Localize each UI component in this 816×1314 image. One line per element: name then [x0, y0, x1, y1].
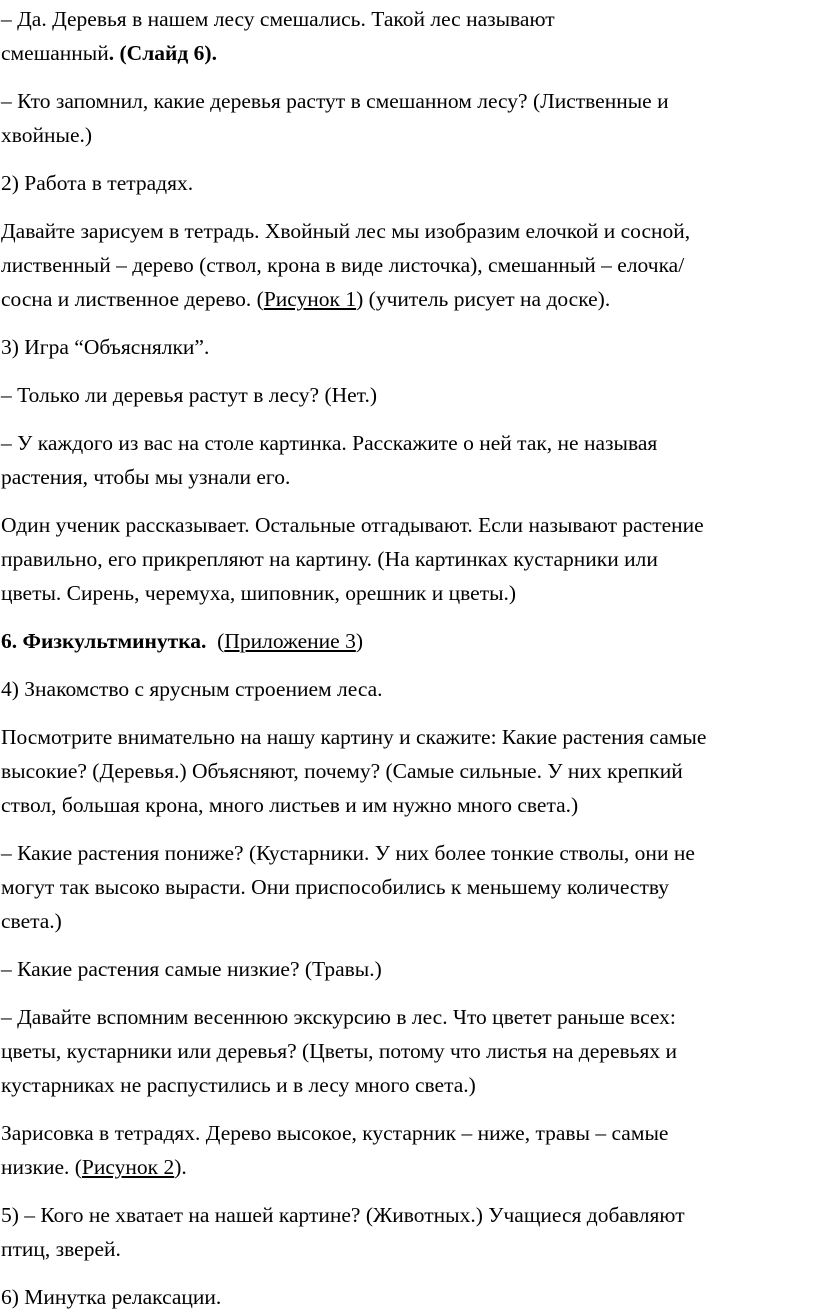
paragraph-drawing: [1, 214, 810, 316]
text-line: птиц, зверей.: [1, 1237, 121, 1261]
figure-2-link[interactable]: Рисунок 2: [81, 1155, 175, 1179]
text-line: Один ученик рассказывает. Остальные отгадывают. Если называют растение: [1, 513, 704, 537]
text-line: могут так высоко вырасти. Они приспособились к меньшему количеству: [1, 875, 670, 899]
text-line: света.): [1, 909, 62, 933]
text-span: низкие. (: [1, 1155, 82, 1179]
paragraph-question-only-trees: [1, 378, 810, 412]
text-line: 6) Минутка релаксации.: [1, 1285, 222, 1309]
text-line: лиственный – дерево (ствол, крона в виде листочка), смешанный – елочка/: [1, 253, 685, 277]
text-line: – Да. Деревья в нашем лесу смешались. Такой лес называют: [1, 7, 555, 31]
slide-reference: . (Слайд 6).: [108, 41, 217, 65]
text-line: [1, 36, 810, 70]
text-span: ) (учитель рисует на доске).: [356, 287, 611, 311]
text-line: цветы, кустарники или деревья? (Цветы, потому что листья на деревьях и: [1, 1039, 678, 1063]
paragraph-sketch: [1, 1116, 810, 1184]
paragraph-student-tells: [1, 508, 810, 610]
text-line: [1, 624, 810, 658]
paragraph-tallest-plants: [1, 720, 810, 822]
paragraph-animals: [1, 1198, 810, 1266]
paragraph-notebook-work: [1, 166, 810, 200]
text-line: Зарисовка в тетрадях. Дерево высокое, кустарник – ниже, травы – самые: [1, 1121, 669, 1145]
text-span: смешанный: [1, 41, 109, 65]
paragraph-picture-task: [1, 426, 810, 494]
appendix-3-link[interactable]: Приложение 3: [224, 629, 356, 653]
text-line: кустарниках не распустились и в лесу много света.): [1, 1073, 476, 1097]
text-line: растения, чтобы мы узнали его.: [1, 465, 291, 489]
text-line: – Давайте вспомним весеннюю экскурсию в лес. Что цветет раньше всех:: [1, 1005, 676, 1029]
paragraph-game: [1, 330, 810, 364]
paragraph-mixed-forest: [1, 2, 810, 70]
text-line: Давайте зарисуем в тетрадь. Хвойный лес мы изобразим елочкой и сосной,: [1, 219, 691, 243]
text-line: 2) Работа в тетрадях.: [1, 171, 194, 195]
paragraph-lowest-plants: [1, 952, 810, 986]
text-span: (: [206, 629, 225, 653]
text-line: цветы. Сирень, черемуха, шиповник, орешник и цветы.): [1, 581, 517, 605]
text-line: – Только ли деревья растут в лесу? (Нет.): [1, 383, 377, 407]
text-span: ).: [174, 1155, 187, 1179]
text-line: 4) Знакомство с ярусным строением леса.: [1, 677, 383, 701]
text-line: [1, 282, 810, 316]
figure-1-link[interactable]: Рисунок 1: [263, 287, 357, 311]
text-line: – Какие растения пониже? (Кустарники. У них более тонкие стволы, они не: [1, 841, 695, 865]
text-line: хвойные.): [1, 123, 93, 147]
paragraph-question-trees: [1, 84, 810, 152]
paragraph-relaxation: [1, 1280, 810, 1314]
text-line: ствол, большая крона, много листьев и им нужно много света.): [1, 793, 579, 817]
text-line: 3) Игра “Объяснялки”.: [1, 335, 210, 359]
text-line: [1, 1150, 810, 1184]
section-heading: 6. Физкультминутка.: [1, 629, 207, 653]
text-line: – Кто запомнил, какие деревья растут в смешанном лесу? (Лиственные и: [1, 89, 669, 113]
text-line: 5) – Кого не хватает на нашей картине? (Животных.) Учащиеся добавляют: [1, 1203, 685, 1227]
paragraph-lower-plants: [1, 836, 810, 938]
text-line: высокие? (Деревья.) Объясняют, почему? (Самые сильные. У них крепкий: [1, 759, 683, 783]
paragraph-spring-excursion: [1, 1000, 810, 1102]
paragraph-exercise-break: [1, 624, 810, 658]
text-line: – Какие растения самые низкие? (Травы.): [1, 957, 382, 981]
paragraph-forest-layers: [1, 672, 810, 706]
text-line: – У каждого из вас на столе картинка. Расскажите о ней так, не называя: [1, 431, 658, 455]
text-span: сосна и лиственное дерево. (: [1, 287, 264, 311]
text-line: правильно, его прикрепляют на картину. (На картинках кустарники или: [1, 547, 658, 571]
text-span: ): [355, 629, 364, 653]
text-line: Посмотрите внимательно на нашу картину и скажите: Какие растения самые: [1, 725, 707, 749]
